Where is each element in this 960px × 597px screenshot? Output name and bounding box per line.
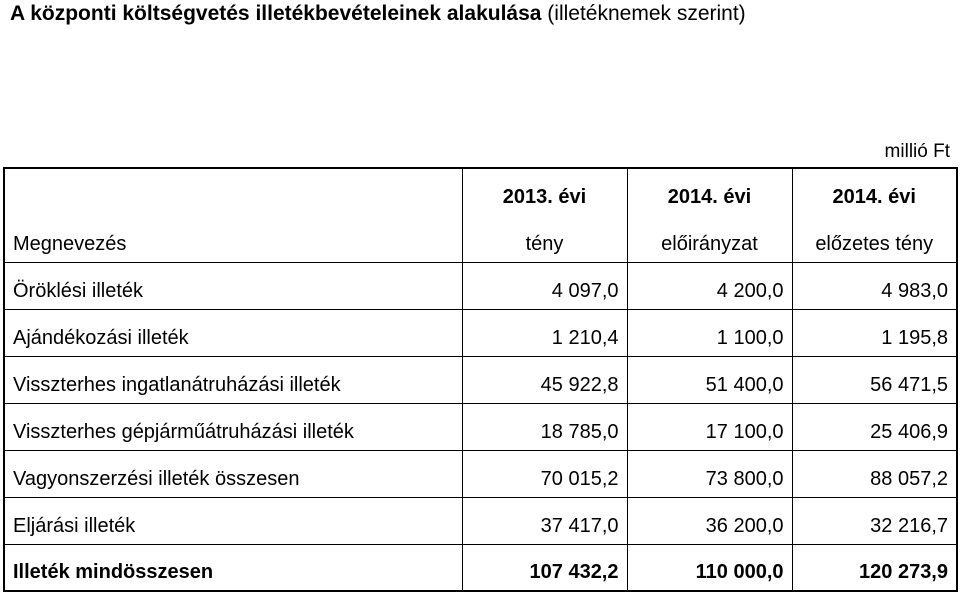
header-row-years [4, 168, 957, 215]
table-row [4, 262, 957, 309]
value-2014-plan: 73 800,0 [627, 450, 792, 497]
header-blank-cell [4, 168, 462, 215]
title-suffix: (illetéknemek szerint) [541, 2, 746, 25]
value-2014-prelim: 25 406,9 [792, 403, 957, 450]
table-row [4, 356, 957, 403]
value-2014-prelim: 4 983,0 [792, 262, 957, 309]
value-2013-actual: 1 210,4 [462, 309, 627, 356]
unit-label: millió Ft [884, 141, 950, 162]
header-row-subtitles [4, 215, 957, 262]
row-name: Ajándékozási illeték [4, 309, 462, 356]
sub-header-3: előzetes tény [792, 215, 957, 262]
table-row [4, 497, 957, 544]
year-header-1: 2013. évi [462, 168, 627, 215]
value-2014-prelim: 32 216,7 [792, 497, 957, 544]
row-name: Visszterhes ingatlanátruházási illeték [4, 356, 462, 403]
row-name: Öröklési illeték [4, 262, 462, 309]
row-name: Eljárási illeték [4, 497, 462, 544]
value-2014-plan: 51 400,0 [627, 356, 792, 403]
title-main: A központi költségvetés illetékbevételeinek alakulása [10, 2, 542, 25]
name-column-header: Megnevezés [4, 215, 462, 262]
value-2014-prelim: 56 471,5 [792, 356, 957, 403]
fee-revenue-table [3, 167, 958, 592]
row-name: Visszterhes gépjárműátruházási illeték [4, 403, 462, 450]
table-row [4, 450, 957, 497]
sub-header-2: előirányzat [627, 215, 792, 262]
value-2014-prelim: 88 057,2 [792, 450, 957, 497]
value-2014-plan: 1 100,0 [627, 309, 792, 356]
value-2014-plan: 4 200,0 [627, 262, 792, 309]
total-row [4, 544, 957, 591]
value-2014-plan: 17 100,0 [627, 403, 792, 450]
value-2013-actual: 4 097,0 [462, 262, 627, 309]
value-2014-plan: 36 200,0 [627, 497, 792, 544]
year-header-2: 2014. évi [627, 168, 792, 215]
value-2013-actual: 45 922,8 [462, 356, 627, 403]
value-2013-actual: 37 417,0 [462, 497, 627, 544]
value-2013-actual: 70 015,2 [462, 450, 627, 497]
table-row [4, 403, 957, 450]
table-row [4, 309, 957, 356]
row-name: Vagyonszerzési illeték összesen [4, 450, 462, 497]
page-title [10, 2, 746, 26]
year-header-3: 2014. évi [792, 168, 957, 215]
sub-header-1: tény [462, 215, 627, 262]
total-name: Illeték mindösszesen [4, 544, 462, 591]
total-2013-actual: 107 432,2 [462, 544, 627, 591]
total-2014-prelim: 120 273,9 [792, 544, 957, 591]
total-2014-plan: 110 000,0 [627, 544, 792, 591]
value-2013-actual: 18 785,0 [462, 403, 627, 450]
value-2014-prelim: 1 195,8 [792, 309, 957, 356]
